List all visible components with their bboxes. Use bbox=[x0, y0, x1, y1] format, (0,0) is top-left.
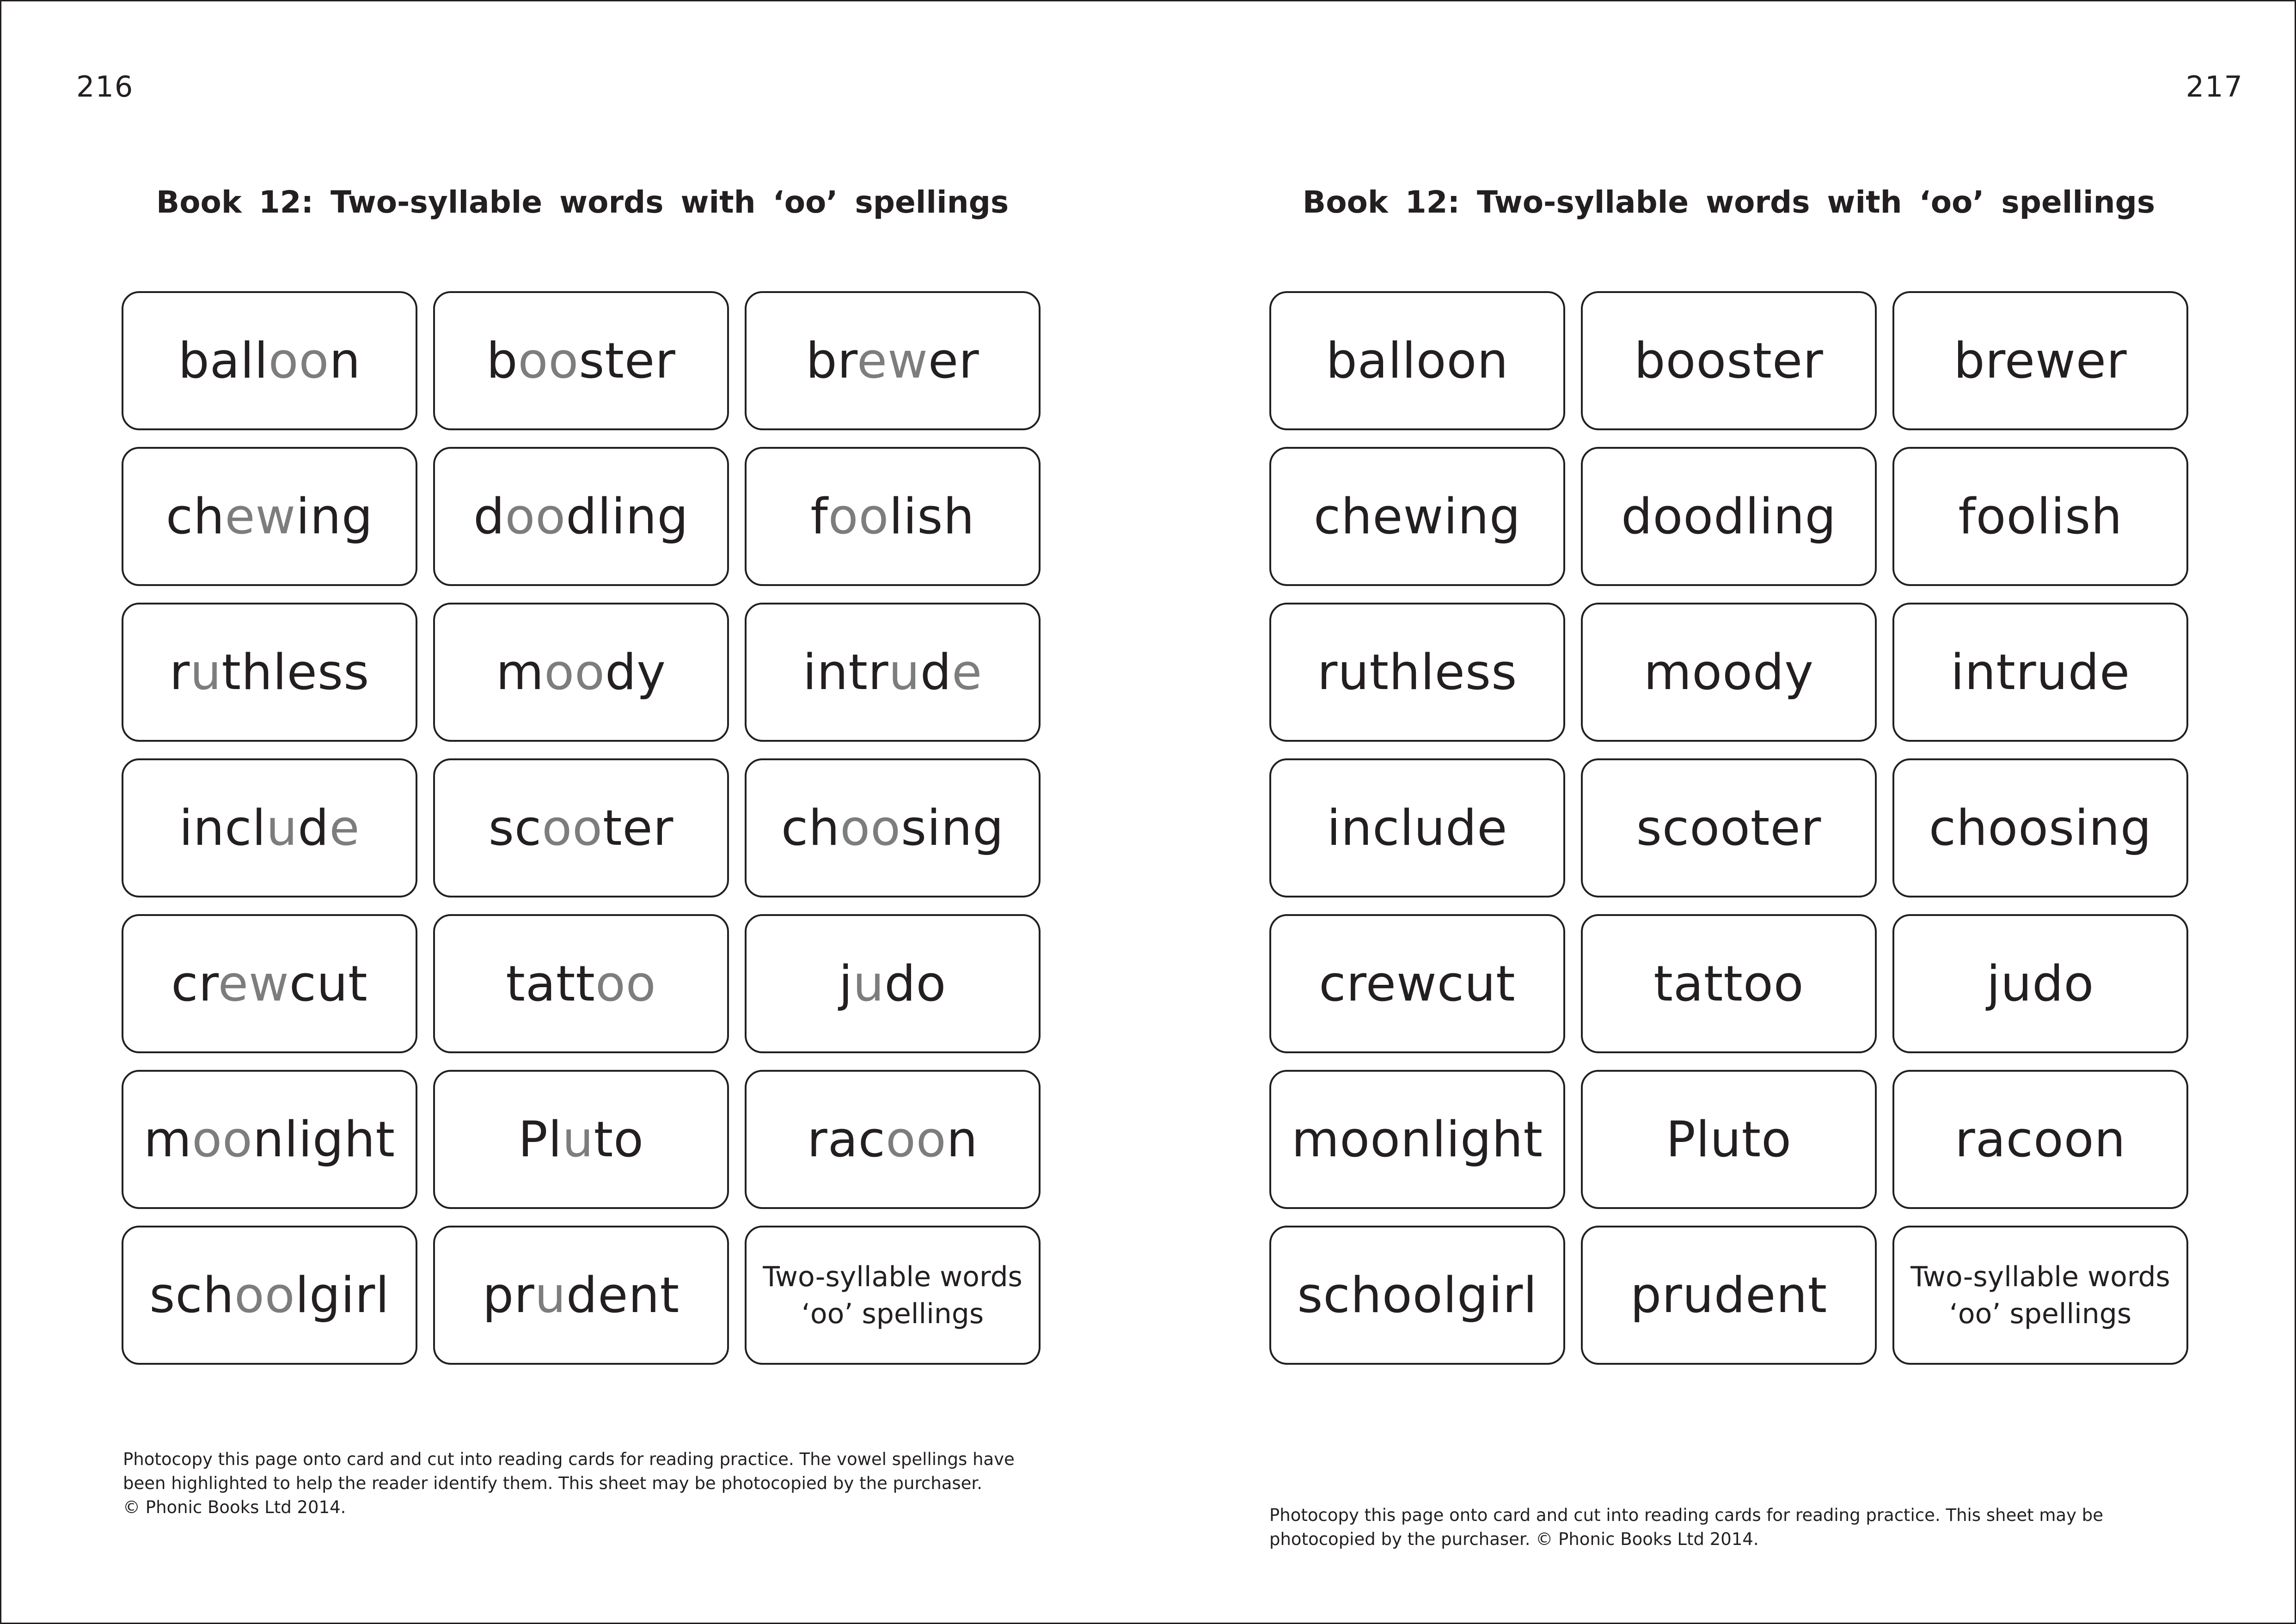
word-card bbox=[1269, 447, 1565, 586]
page-number: 216 bbox=[76, 70, 134, 104]
word-text: moonlight bbox=[143, 1111, 396, 1168]
word-text: crewcut bbox=[171, 955, 368, 1012]
word-card bbox=[745, 291, 1041, 430]
page-title: Book 12: Two-syllable words with ‘oo’ spellings bbox=[1302, 184, 2155, 220]
word-text: booster bbox=[486, 332, 676, 389]
word-text: choosing bbox=[1929, 799, 2152, 856]
word-text: brewer bbox=[806, 332, 980, 389]
word-card bbox=[745, 758, 1041, 897]
word-card bbox=[1581, 291, 1877, 430]
footnote bbox=[1269, 1503, 2217, 1551]
word-text: judo bbox=[839, 955, 947, 1012]
word-text: schoolgirl bbox=[149, 1266, 390, 1324]
label-card-line: Two-syllable words bbox=[763, 1260, 1022, 1293]
word-text: scooter bbox=[488, 799, 674, 856]
word-card bbox=[745, 1070, 1041, 1209]
word-card bbox=[433, 758, 729, 897]
word-card bbox=[122, 447, 417, 586]
word-text: doodling bbox=[473, 488, 689, 545]
word-card bbox=[122, 291, 417, 430]
word-text: intrude bbox=[1950, 643, 2131, 701]
word-text: intrude bbox=[802, 643, 983, 701]
word-text: choosing bbox=[781, 799, 1004, 856]
word-text: include bbox=[1327, 799, 1508, 856]
word-text: schoolgirl bbox=[1297, 1266, 1537, 1324]
word-text: include bbox=[179, 799, 360, 856]
word-card bbox=[433, 1070, 729, 1209]
word-text: doodling bbox=[1621, 488, 1837, 545]
label-card-line: ‘oo’ spellings bbox=[801, 1297, 984, 1330]
word-card bbox=[1892, 914, 2188, 1053]
footnote-line: © Phonic Books Ltd 2014. bbox=[123, 1497, 346, 1517]
page-title: Book 12: Two-syllable words with ‘oo’ spellings bbox=[156, 184, 1009, 220]
word-card bbox=[122, 1070, 417, 1209]
word-text: chewing bbox=[1313, 488, 1521, 545]
word-text: prudent bbox=[1630, 1266, 1828, 1324]
word-card bbox=[745, 447, 1041, 586]
word-card bbox=[122, 603, 417, 742]
word-card bbox=[1581, 447, 1877, 586]
word-text: scooter bbox=[1636, 799, 1822, 856]
word-text: booster bbox=[1634, 332, 1824, 389]
word-text: foolish bbox=[810, 488, 975, 545]
word-text: moody bbox=[496, 643, 666, 701]
word-card bbox=[1892, 758, 2188, 897]
word-text: balloon bbox=[178, 332, 361, 389]
word-text: balloon bbox=[1326, 332, 1509, 389]
word-card bbox=[745, 603, 1041, 742]
word-card bbox=[1269, 914, 1565, 1053]
word-text: moonlight bbox=[1291, 1111, 1543, 1168]
word-card bbox=[1269, 603, 1565, 742]
word-text: crewcut bbox=[1319, 955, 1516, 1012]
word-card bbox=[1892, 1070, 2188, 1209]
word-card bbox=[433, 447, 729, 586]
footnote-line: Photocopy this page onto card and cut into reading cards for reading practice. The vowel spellings have bbox=[123, 1449, 1015, 1469]
word-card bbox=[122, 758, 417, 897]
word-card bbox=[1581, 603, 1877, 742]
word-card bbox=[1269, 1226, 1565, 1365]
footnote-line: been highlighted to help the reader identify them. This sheet may be photocopied by the purchaser. bbox=[123, 1473, 982, 1493]
word-card bbox=[433, 291, 729, 430]
word-card bbox=[1269, 1070, 1565, 1209]
word-card bbox=[1269, 291, 1565, 430]
word-text: chewing bbox=[165, 488, 373, 545]
footnote bbox=[123, 1447, 1071, 1520]
label-card-line: ‘oo’ spellings bbox=[1949, 1297, 2132, 1330]
word-card bbox=[122, 1226, 417, 1365]
word-text: brewer bbox=[1953, 332, 2127, 389]
label-card bbox=[1892, 1226, 2188, 1365]
word-card bbox=[433, 603, 729, 742]
word-text: tattoo bbox=[506, 955, 656, 1012]
word-card-grid bbox=[1269, 291, 2188, 1365]
word-text: racoon bbox=[807, 1111, 978, 1168]
page-number: 217 bbox=[2186, 70, 2243, 104]
word-card bbox=[1581, 1226, 1877, 1365]
word-text: moody bbox=[1644, 643, 1814, 701]
word-card bbox=[1581, 914, 1877, 1053]
word-card bbox=[745, 914, 1041, 1053]
footnote-line: photocopied by the purchaser. © Phonic Books Ltd 2014. bbox=[1269, 1529, 1759, 1549]
label-card bbox=[745, 1226, 1041, 1365]
label-card-line: Two-syllable words bbox=[1910, 1260, 2170, 1293]
word-card bbox=[122, 914, 417, 1053]
word-card bbox=[1892, 447, 2188, 586]
word-text: prudent bbox=[482, 1266, 680, 1324]
word-text: judo bbox=[1986, 955, 2094, 1012]
word-card bbox=[1892, 291, 2188, 430]
word-text: ruthless bbox=[169, 643, 370, 701]
word-card bbox=[1892, 603, 2188, 742]
right-page bbox=[1148, 0, 2296, 1624]
word-text: tattoo bbox=[1653, 955, 1804, 1012]
word-card bbox=[1581, 758, 1877, 897]
word-text: racoon bbox=[1955, 1111, 2126, 1168]
word-text: foolish bbox=[1958, 488, 2123, 545]
word-text: Pluto bbox=[1666, 1111, 1792, 1168]
footnote-line: Photocopy this page onto card and cut into reading cards for reading practice. This sheet may be bbox=[1269, 1505, 2103, 1525]
word-card bbox=[1269, 758, 1565, 897]
word-card bbox=[1581, 1070, 1877, 1209]
word-text: ruthless bbox=[1317, 643, 1518, 701]
word-card bbox=[433, 1226, 729, 1365]
word-card bbox=[433, 914, 729, 1053]
word-text: Pluto bbox=[518, 1111, 644, 1168]
word-card-grid bbox=[122, 291, 1041, 1365]
